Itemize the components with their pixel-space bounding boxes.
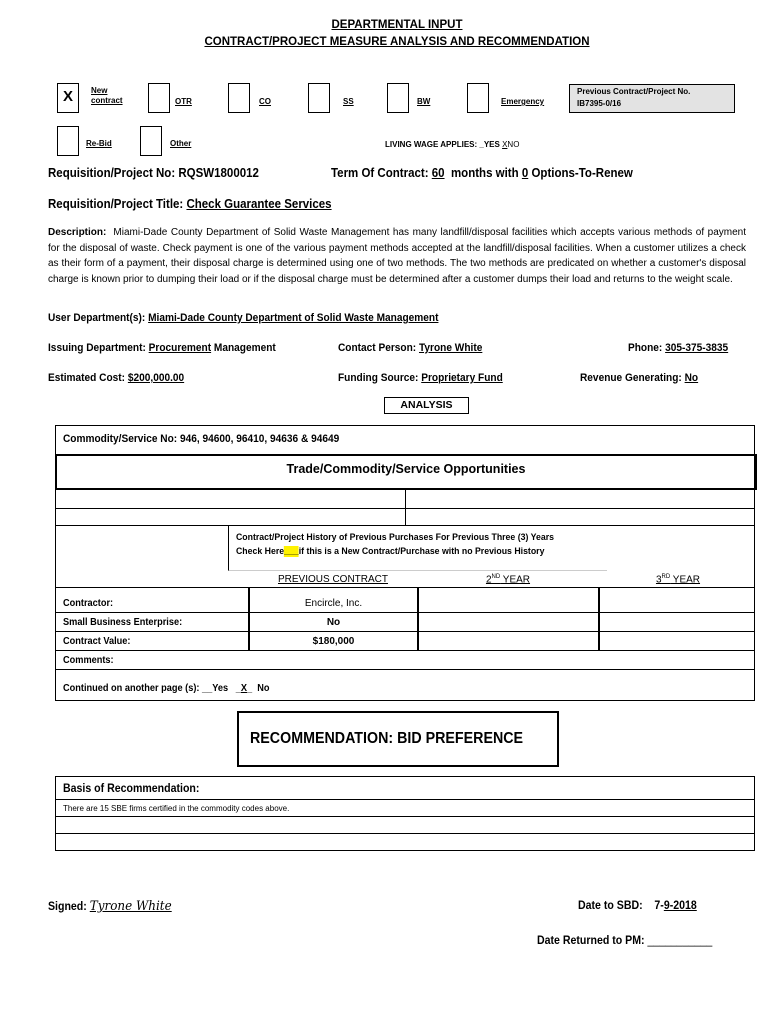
previous-contract-box bbox=[569, 84, 735, 113]
signature: Tyrone White bbox=[89, 899, 172, 914]
emergency-checkbox[interactable] bbox=[467, 83, 489, 113]
previous-contract-label: Previous Contract/Project No. bbox=[577, 87, 691, 96]
history-line-2: Check Here___if this is a New Contract/Purchase with no Previous History bbox=[236, 546, 545, 557]
emergency-label: Emergency bbox=[501, 97, 545, 106]
revenue-generating-line: Revenue Generating: No bbox=[580, 372, 699, 384]
co-checkbox[interactable] bbox=[228, 83, 250, 113]
table-row-contractor-value: Encircle, Inc. bbox=[304, 598, 363, 609]
requisition-line: Requisition/Project No: RQSW1800012 bbox=[48, 166, 259, 180]
analysis-label: ANALYSIS bbox=[384, 397, 469, 414]
user-department-line: User Department(s): Miami-Dade County Department of Solid Waste Management bbox=[48, 312, 439, 324]
rebid-checkbox[interactable] bbox=[57, 126, 79, 156]
commodity-line: Commodity/Service No: 946, 94600, 96410, 94636 & 94649 bbox=[63, 433, 340, 445]
phone-line: Phone: 305-375-3835 bbox=[628, 342, 729, 354]
term-of-contract: Term Of Contract: 60 months with 0 Options-To-Renew bbox=[331, 166, 633, 180]
signed-line: Signed: Tyrone White bbox=[48, 899, 172, 914]
other-checkbox[interactable] bbox=[140, 126, 162, 156]
new-contract-checkbox[interactable]: X bbox=[57, 83, 79, 113]
other-label: Other bbox=[170, 139, 192, 148]
form-title: DEPARTMENTAL INPUT bbox=[331, 19, 463, 31]
continued-line: Continued on another page (s): __Yes _X_ No bbox=[63, 683, 270, 694]
co-label: CO bbox=[259, 97, 271, 106]
description: Description: Miami-Dade County Department of Solid Waste Management has many landfill/disposal facilities which accepts various methods of payment for the disposal of waste. Check payment is one of the various payment methods accepted at the landfill/disposal facilities. When a customer utilizes a check as their form of a payment, their disposal charge is determined using one of two methods. The two methods are predicated on whether a customer's disposal charge is known prior to dumping their load or if the disposal charge must be determined after a customer dumps their load and returns to the weight scale. bbox=[48, 227, 746, 285]
estimated-cost-line: Estimated Cost: $200,000.00 bbox=[48, 372, 185, 384]
new-contract-label: New contract bbox=[91, 86, 123, 105]
bw-label: BW bbox=[417, 97, 431, 106]
otr-checkbox[interactable] bbox=[148, 83, 170, 113]
rebid-label: Re-Bid bbox=[86, 139, 112, 148]
funding-source-line: Funding Source: Proprietary Fund bbox=[338, 372, 503, 384]
col-3rd-year: 3RD YEAR bbox=[655, 574, 701, 586]
table-row-value-label: Contract Value: bbox=[63, 636, 131, 647]
new-contract-check-field[interactable]: ___ bbox=[284, 546, 299, 557]
basis-label: Basis of Recommendation: bbox=[63, 783, 200, 795]
table-row-contractor-label: Contractor: bbox=[63, 598, 114, 609]
otr-label: OTR bbox=[175, 97, 192, 106]
ss-checkbox[interactable] bbox=[308, 83, 330, 113]
recommendation-text: RECOMMENDATION: BID PREFERENCE bbox=[250, 730, 524, 747]
opportunities-title: Trade/Commodity/Service Opportunities bbox=[286, 462, 526, 476]
col-previous-contract: PREVIOUS CONTRACT bbox=[277, 574, 388, 585]
date-returned-to-pm: Date Returned to PM: ___________ bbox=[537, 935, 713, 947]
table-row-sbe-label: Small Business Enterprise: bbox=[63, 617, 183, 628]
table-row-value-value: $180,000 bbox=[312, 636, 355, 647]
date-to-sbd: Date to SBD: 7-9-2018 bbox=[578, 900, 697, 912]
comments-label: Comments: bbox=[63, 655, 114, 666]
bw-checkbox[interactable] bbox=[387, 83, 409, 113]
issuing-department-line: Issuing Department: Procurement Management bbox=[48, 342, 276, 354]
living-wage-applies: LIVING WAGE APPLIES: _YES XNO bbox=[385, 140, 520, 149]
ss-label: SS bbox=[343, 97, 354, 106]
previous-contract-value: IB7395-0/16 bbox=[577, 99, 622, 108]
form-subtitle: CONTRACT/PROJECT MEASURE ANALYSIS AND RECOMMENDATION bbox=[204, 36, 590, 48]
history-line-1: Contract/Project History of Previous Purchases For Previous Three (3) Years bbox=[236, 532, 555, 543]
project-title-line: Requisition/Project Title: Check Guarantee Services bbox=[48, 197, 332, 211]
basis-text: There are 15 SBE firms certified in the commodity codes above. bbox=[63, 804, 290, 813]
contact-person-line: Contact Person: Tyrone White bbox=[338, 342, 483, 354]
table-row-sbe-value: No bbox=[326, 617, 341, 628]
col-2nd-year: 2ND YEAR bbox=[485, 574, 531, 586]
